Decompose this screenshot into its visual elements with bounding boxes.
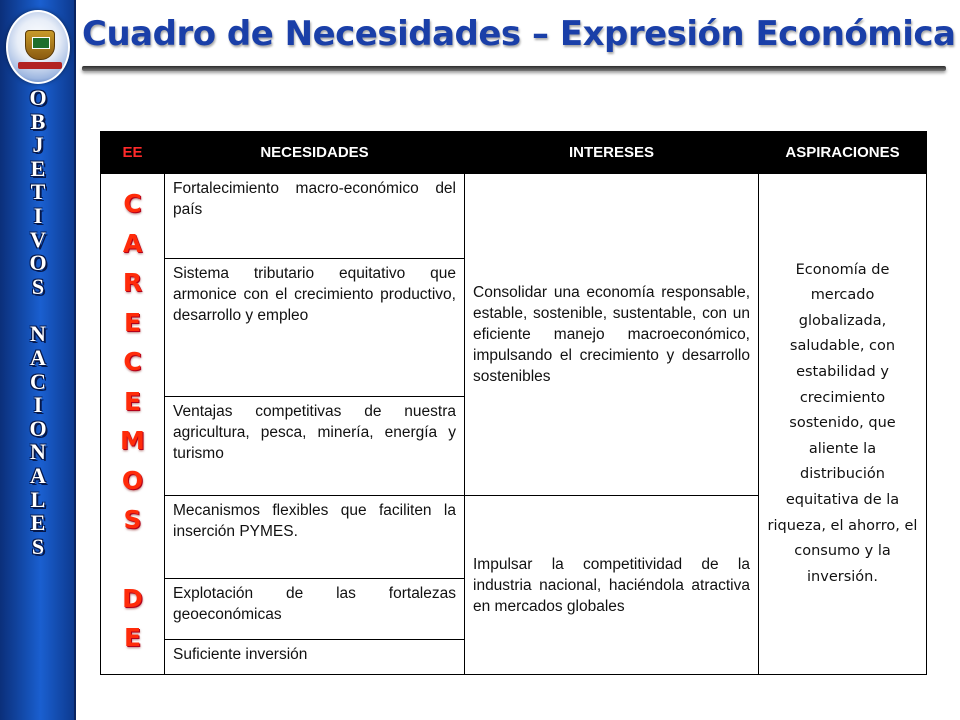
ee-letter: O [121,465,144,495]
side-letter: I [33,202,43,228]
need-cell: Explotación de las fortalezas geoeconómicas [165,579,465,640]
side-letter: A [30,462,46,488]
page-title: Cuadro de Necesidades – Expresión Económica [82,14,956,54]
ee-column-cell [101,174,165,675]
interest-cell: Consolidar una economía responsable, estable, sostenible, sustentable, con un eficiente manejo macroeconómico, impulsando el crecimiento y desarrollo sostenibles [465,174,759,496]
needs-table [100,131,927,675]
shield-icon [25,30,55,60]
vertical-text-carecemos-de [101,174,164,658]
side-letter: B [30,108,46,134]
side-letter: S [31,273,45,299]
header-aspiraciones: ASPIRACIONES [759,132,927,174]
side-letter: E [30,510,46,536]
side-letter: J [32,132,44,158]
ee-letter: R [122,268,143,297]
ee-letter: C [123,347,142,376]
side-letter: O [29,415,47,441]
interest-cell: Impulsar la competitividad de la industria nacional, haciéndola atractiva en mercados globales [465,496,759,675]
ee-letter: A [122,228,143,258]
side-letter: N [30,439,46,465]
side-letter: L [30,486,46,512]
emblem-logo [6,10,70,84]
need-cell: Fortalecimiento macro-económico del país [165,174,465,259]
side-letter: A [30,344,46,370]
side-letter: N [30,321,46,347]
ee-letter: D [122,583,143,613]
need-cell: Sistema tributario equitativo que armonice con el crecimiento productivo, desarrollo y empleo [165,259,465,397]
need-cell: Ventajas competitivas de nuestra agricultura, pesca, minería, energía y turismo [165,397,465,496]
aspiration-cell: Economía de mercado globalizada, saludable, con estabilidad y crecimiento sostenido, que aliente la distribución equitativa de la riqueza, el ahorro, el consumo y la inversión. [759,174,927,675]
vertical-text-objetivos-nacionales [0,86,76,558]
side-letter: O [29,85,47,110]
side-letter: E [30,155,46,181]
title-underline [82,66,946,71]
ee-letter: M [120,426,145,455]
ee-letter: E [123,386,142,416]
side-letter: T [30,179,46,205]
ee-letter: E [123,307,142,337]
ee-letter: C [123,189,142,218]
ribbon-icon [18,62,62,69]
ee-letter: E [123,623,142,652]
side-letter: O [29,250,47,276]
table-header-row [101,132,927,174]
need-cell: Mecanismos flexibles que faciliten la inserción PYMES. [165,496,465,579]
ee-letter: S [123,505,142,534]
table-row [101,174,927,259]
need-cell: Suficiente inversión [165,640,465,675]
side-letter: C [30,368,46,394]
header-ee: EE [101,132,165,174]
side-letter: V [30,226,46,252]
header-necesidades: NECESIDADES [165,132,465,174]
side-letter: S [31,533,45,559]
side-letter: I [33,392,43,418]
header-intereses: INTERESES [465,132,759,174]
side-banner [0,0,76,720]
